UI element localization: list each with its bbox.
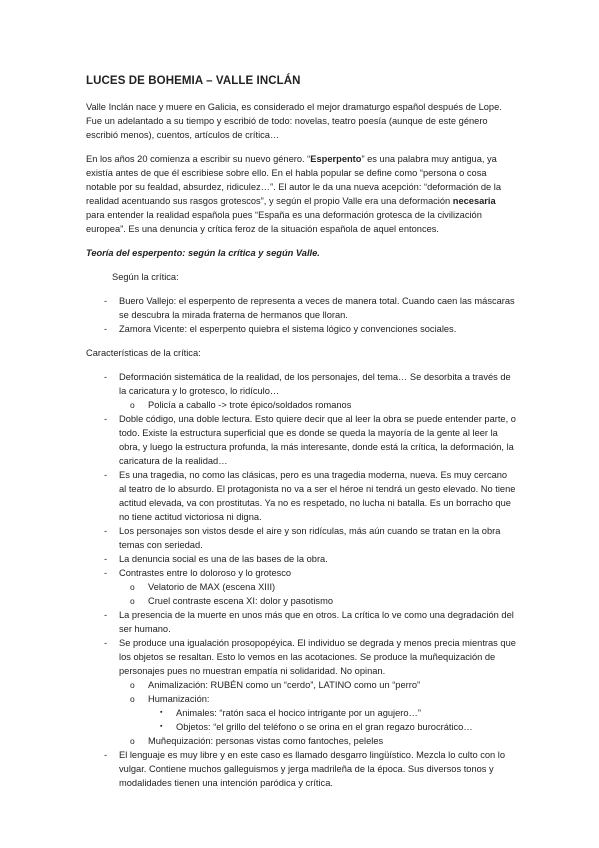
sub-list-item-text: Policía a caballo -> trote épico/soldados romanos: [148, 400, 352, 410]
list-item: [86, 468, 516, 524]
sub-sub-list-item: [86, 720, 516, 734]
list-item: [86, 370, 516, 398]
list-item-text: Doble código, una doble lectura. Esto quiere decir que al leer la obra se puede entender parte, o todo. Existe la estructura superficial que es donde se queda la mayoría de la gente al leer la obra, y luego la estructura profunda, la más interesante, donde está la crítica, la deformación, la caricatura de la realidad…: [119, 414, 516, 466]
dash-bullet: -: [104, 526, 108, 536]
sub-list-item-text: Muñequización: personas vistas como fantoches, peleles: [148, 736, 384, 746]
sub-sub-list-item: [86, 706, 516, 720]
esperpento-bold-term: Esperpento: [310, 154, 362, 164]
list-item: [86, 636, 516, 678]
document-page: [86, 74, 516, 790]
segun-critica-heading: Según la crítica:: [112, 272, 179, 282]
document-title: LUCES DE BOHEMIA – VALLE INCLÁN: [86, 75, 301, 87]
list-item-text: Los personajes son vistos desde el aire y son ridículas, más aún cuando se tratan en la obra temas con seriedad.: [119, 526, 501, 550]
list-item-text: Deformación sistemática de la realidad, de los personajes, del tema… Se desorbita a través de la caricatura y lo grotesco, lo ridículo…: [119, 372, 511, 396]
dash-bullet: -: [104, 568, 108, 578]
circle-bullet: o: [130, 680, 135, 690]
list-item-text: La denuncia social es una de las bases de la obra.: [119, 554, 328, 564]
sub-list-item: [86, 594, 516, 608]
list-item: [86, 524, 516, 552]
dash-bullet: -: [104, 470, 108, 480]
circle-bullet: o: [130, 400, 135, 410]
caracteristicas-heading: Características de la crítica:: [86, 348, 201, 358]
esperpento-paragraph: [86, 152, 516, 236]
sub-list-item: [86, 398, 516, 412]
esperpento-text-3: para entender la realidad española pues “España es una deformación grotesca de la civilización europea”. Es una denuncia y crítica feroz de la situación española de aquel entonces.: [86, 210, 482, 234]
sub-sub-list-item-text: Objetos: “el grillo del teléfono o se orina en el gran regazo burocrático…: [176, 722, 473, 732]
list-item: [86, 294, 516, 322]
list-item: [86, 748, 516, 790]
circle-bullet: o: [130, 596, 135, 606]
dash-bullet: -: [104, 554, 108, 564]
list-item-text: Buero Vallejo: el esperpento de representa a veces de manera total. Cuando caen las máscaras se descubra la mirada fraterna de hermanos que lloran.: [119, 296, 515, 320]
sub-list-item: [86, 678, 516, 692]
list-item: [86, 322, 516, 336]
list-item-text: Zamora Vicente: el esperpento quiebra el sistema lógico y convenciones sociales.: [119, 324, 457, 334]
dash-bullet: -: [104, 414, 108, 424]
sub-list-item-text: Humanización:: [148, 694, 210, 704]
teoria-heading: Teoría del esperpento: según la crítica y según Valle.: [86, 248, 320, 258]
dash-bullet: -: [104, 638, 108, 648]
list-item-text: Se produce una igualación prosopopéyica. El individuo se degrada y menos precia mientras que los objetos se resaltan. Esto lo vemos en las acotaciones. Se produce la muñequización de personajes pues no muestran empatía ni solidaridad. No opinan.: [119, 638, 516, 676]
esperpento-text-1: En los años 20 comienza a escribir su nuevo género. “: [86, 154, 311, 164]
list-item-text: El lenguaje es muy libre y en este caso es llamado desgarro lingüístico. Mezcla lo culto con lo vulgar. Contiene muchos galleguismos y jerga madrileña de la época. Sus diversos tonos y modalidades tienen una intención paródica y crítica.: [119, 750, 506, 788]
list-item: [86, 412, 516, 468]
sub-list-item-text: Cruel contraste escena XI: dolor y pasotismo: [148, 596, 333, 606]
square-bullet: ▪: [160, 723, 163, 730]
sub-list-item: [86, 734, 516, 748]
list-item: [86, 566, 516, 580]
esperpento-text-2: ” es una palabra muy antigua, ya existía antes de que él escribiese sobre ello. En el habla popular se define como “persona o cosa notable por su fealdad, absurdez, ridiculez…”. El autor le da una nueva acepción: “deformación de la realidad acentuando sus rasgos grotescos”, y según el propio Valle era una deformación: [86, 154, 501, 206]
sub-sub-list-item-text: Animales: “ratón saca el hocico intrigante por un agujero…”: [176, 708, 421, 718]
sub-list-item: [86, 692, 516, 706]
list-item: [86, 608, 516, 636]
dash-bullet: -: [104, 750, 108, 760]
sub-list-item-text: Velatorio de MAX (escena XIII): [148, 582, 276, 592]
list-item-text: Es una tragedia, no como las clásicas, pero es una tragedia moderna, nueva. Es muy cercano al teatro de lo absurdo. El protagonista no va a ser el héroe ni tendrá un gesto elevado. No tiene actitud elevada, va con prostitutas. Ya no es respetado, no lucha ni batalla. Es un borracho que no tiene actitud victoriosa ni digna.: [119, 470, 516, 522]
square-bullet: ▪: [160, 709, 163, 716]
necesaria-bold-term: necesaria: [452, 196, 496, 206]
circle-bullet: o: [130, 582, 135, 592]
list-item-text: La presencia de la muerte en unos más que en otros. La crítica lo ve como una degradación del ser humano.: [119, 610, 514, 634]
list-item-text: Contrastes entre lo doloroso y lo grotesco: [119, 568, 292, 578]
intro-paragraph: Valle Inclán nace y muere en Galicia, es considerado el mejor dramaturgo español después de Lope. Fue un adelantado a su tiempo y escribió de todo: novelas, teatro poesía (aunque de este género escribió menos), cuentos, artículos de crítica…: [86, 102, 502, 140]
circle-bullet: o: [130, 694, 135, 704]
list-item: [86, 552, 516, 566]
dash-bullet: -: [104, 610, 108, 620]
dash-bullet: -: [104, 324, 108, 334]
dash-bullet: -: [104, 372, 108, 382]
sub-list-item-text: Animalización: RUBÉN como un “cerdo”, LATINO como un “perro”: [148, 680, 421, 690]
circle-bullet: o: [130, 736, 135, 746]
sub-list-item: [86, 580, 516, 594]
dash-bullet: -: [104, 296, 108, 306]
